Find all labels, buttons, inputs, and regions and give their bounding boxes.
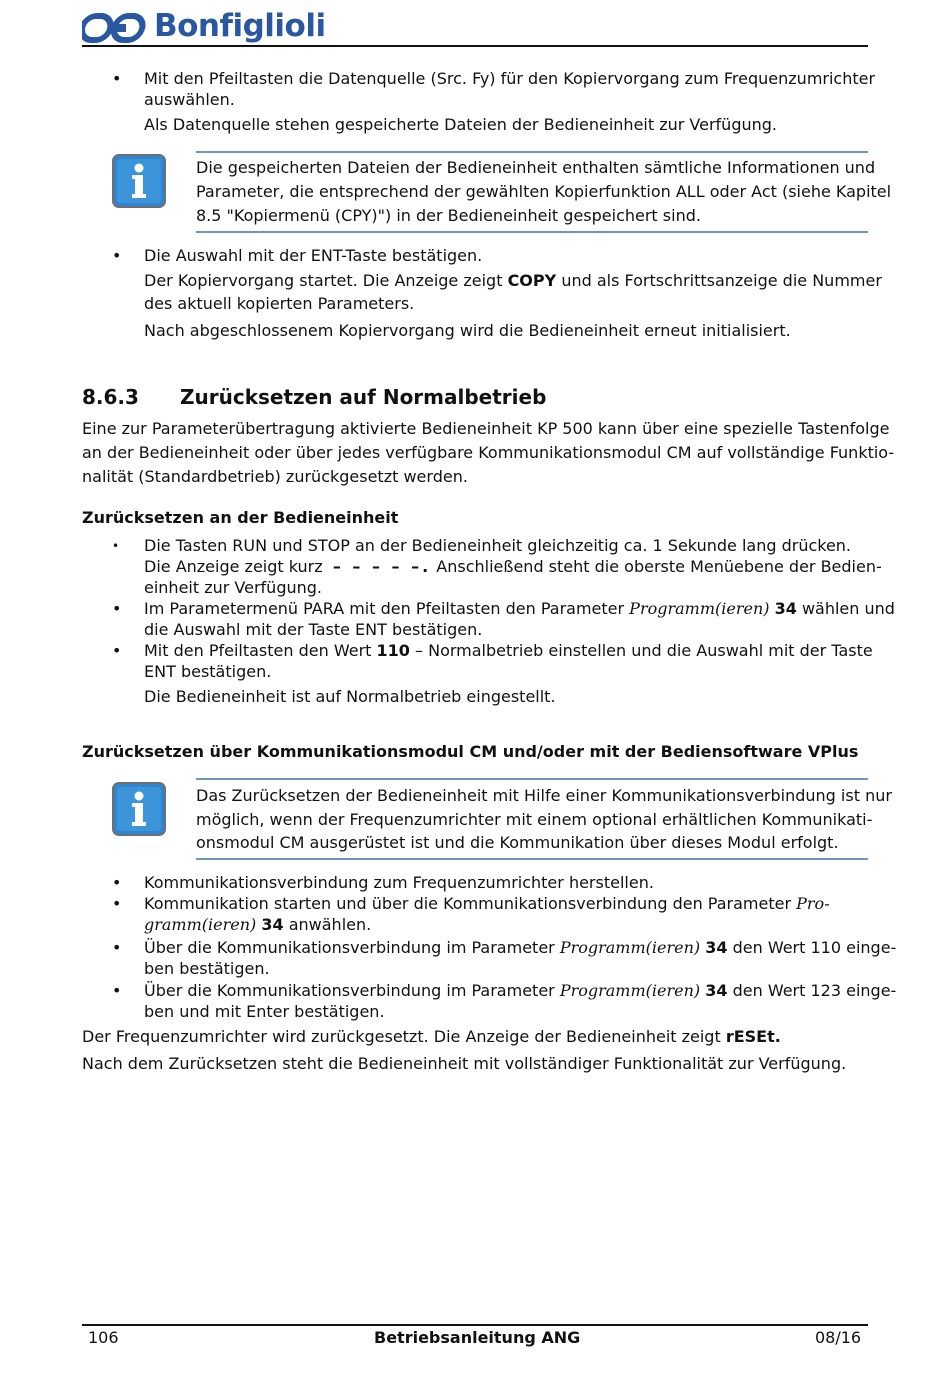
bullet-dot: • [112,641,122,660]
logo-symbol-icon [82,10,152,46]
bullet-dot: • [112,69,122,88]
init-line: Nach abgeschlossenem Kopiervorgang wird die Bedieneinheit erneut initialisiert. [144,321,791,340]
reset-dot: . [774,1027,781,1046]
sub2-b4-line1-a: Über die Kommunikationsverbindung im Parameter [144,981,555,1000]
copy-word: COPY [507,271,557,290]
sub2-b3-line1-a: Über die Kommunikationsverbindung im Parameter [144,938,555,957]
bullet-dot: • [112,894,122,913]
info2-top-rule [196,778,868,780]
section-title: Zurücksetzen auf Normalbetrieb [180,385,547,409]
sub2-b3-line1-b: den Wert 110 einge- [732,938,897,957]
info2-line1: Das Zurücksetzen der Bedieneinheit mit Hilfe einer Kommunikationsverbindung ist nur [196,786,892,805]
sub1-b3-line3: Die Bedieneinheit ist auf Normalbetrieb eingestellt. [144,687,556,706]
sub1-b2-line1 [144,598,895,620]
intro-bullet2: Die Auswahl mit der ENT-Taste bestätigen. [144,246,483,265]
info1-line2: Parameter, die entsprechend der gewählten Kopierfunktion ALL oder Act (siehe Kapitel [196,182,892,201]
sub1-b3-line1-a: Mit den Pfeiltasten den Wert [144,641,372,660]
sub2-b2-line1 [144,893,830,915]
footer-title: Betriebsanleitung ANG [374,1328,581,1347]
info1-line3: 8.5 "Kopiermenü (CPY)") in der Bedieneinheit gespeichert sind. [196,206,701,225]
sub1-b3-line2: ENT bestätigen. [144,662,272,681]
info-icon [112,154,166,208]
parameter-number: 34 [705,981,728,1000]
parameter-name-part2: gramm(ieren) [144,915,257,934]
intro-bullet1-line1: Mit den Pfeiltasten die Datenquelle (Src. Fy) für den Kopiervorgang zum Frequenzumrichter [144,69,876,88]
brand-logo [82,8,342,48]
reset-line [82,1026,781,1048]
parameter-name: Programm(ieren) [629,599,770,618]
value-110: 110 [376,641,410,660]
parameter-number: 34 [261,915,284,934]
sub2-b1: Kommunikationsverbindung zum Frequenzumrichter herstellen. [144,873,654,892]
section-para-line3: nalität (Standardbetrieb) zurückgesetzt werden. [82,467,468,486]
section-para-line2: an der Bedieneinheit oder über jedes verfügbare Kommunikationsmodul CM auf vollständige Funktio- [82,443,895,462]
info1-line1: Die gespeicherten Dateien der Bedieneinheit enthalten sämtliche Informationen und [196,158,876,177]
reset-word: rESEt [725,1027,775,1046]
sub1-b2-line2: die Auswahl mit der Taste ENT bestätigen. [144,620,483,639]
bullet-dot: • [112,539,120,553]
info1-bottom-rule [196,231,868,233]
info2-bottom-rule [196,858,868,860]
header-rule [82,45,868,47]
sub1-b1-line2-b: Anschließend steht die oberste Menüebene der Bedien- [436,557,882,576]
parameter-number: 34 [705,938,728,957]
brand-name: Bonfiglioli [154,8,326,44]
bullet-dot: • [112,246,122,265]
section-number: 8.6.3 [82,385,139,409]
footer-rule [82,1324,868,1326]
bullet-dot: • [112,599,122,618]
info1-top-rule [196,151,868,153]
parameter-name: Programm(ieren) [559,981,701,1000]
parameter-number: 34 [774,599,797,618]
parameter-name-part1: Pro- [796,894,830,913]
sub1-b2-line1-a: Im Parametermenü PARA mit den Pfeiltasten den Parameter [144,599,625,618]
reset-line-a: Der Frequenzumrichter wird zurückgesetzt. Die Anzeige der Bedieneinheit zeigt [82,1027,721,1046]
page-number: 106 [88,1328,119,1347]
sub2-b4-line1-b: den Wert 123 einge- [732,981,897,1000]
intro-bullet1-line2: auswählen. [144,90,235,109]
sub2-b2-line2-b: anwählen. [288,915,372,934]
sub1-heading: Zurücksetzen an der Bedieneinheit [82,508,399,527]
footer-date: 08/16 [815,1328,862,1347]
info2-line2: möglich, wenn der Frequenzumrichter mit einem optional erhältlichen Kommunikati- [196,810,873,829]
sub1-b1-line2-a: Die Anzeige zeigt kurz [144,557,323,576]
bullet-dot: • [112,873,122,892]
sub2-b3-line2: ben bestätigen. [144,959,270,978]
sub1-b3-line1 [144,640,873,662]
bullet-dot: • [112,938,122,957]
intro-note: Als Datenquelle stehen gespeicherte Dateien der Bedieneinheit zur Verfügung. [144,115,777,134]
sub1-b2-line1-b: wählen und [801,599,895,618]
sub2-b2-line2 [144,914,371,936]
sub1-b3-line1-b: – Normalbetrieb einstellen und die Auswahl mit der Taste [415,641,873,660]
sub1-b1-line3: einheit zur Verfügung. [144,578,322,597]
info-icon [112,782,166,836]
sub1-b1-line2 [144,556,882,578]
sub2-b4-line2: ben und mit Enter bestätigen. [144,1002,385,1021]
copy-line1-b: und als Fortschrittsanzeige die Nummer [561,271,882,290]
section-para-line1: Eine zur Parameterübertragung aktivierte Bedieneinheit KP 500 kann über eine spezielle Tastenfolge [82,419,890,438]
sub2-heading: Zurücksetzen über Kommunikationsmodul CM und/oder mit der Bediensoftware VPlus [82,742,859,761]
sub2-b4-line1 [144,980,896,1002]
info2-line3: onsmodul CM ausgerüstet ist und die Kommunikation über dieses Modul erfolgt. [196,833,839,852]
copy-line1 [144,269,882,293]
parameter-name: Programm(ieren) [559,938,701,957]
bullet-dot: • [112,981,122,1000]
copy-line1-a: Der Kopiervorgang startet. Die Anzeige zeigt [144,271,503,290]
final-line: Nach dem Zurücksetzen steht die Bedieneinheit mit vollständiger Funktionalität zur Verfügung. [82,1054,847,1073]
copy-line2: des aktuell kopierten Parameters. [144,294,415,313]
sub2-b2-line1-a: Kommunikation starten und über die Kommunikationsverbindung den Parameter [144,894,792,913]
display-dashes: – – – – –. [332,557,432,576]
sub2-b3-line1 [144,937,896,959]
sub1-b1-line1: Die Tasten RUN und STOP an der Bedieneinheit gleichzeitig ca. 1 Sekunde lang drücken. [144,536,852,555]
